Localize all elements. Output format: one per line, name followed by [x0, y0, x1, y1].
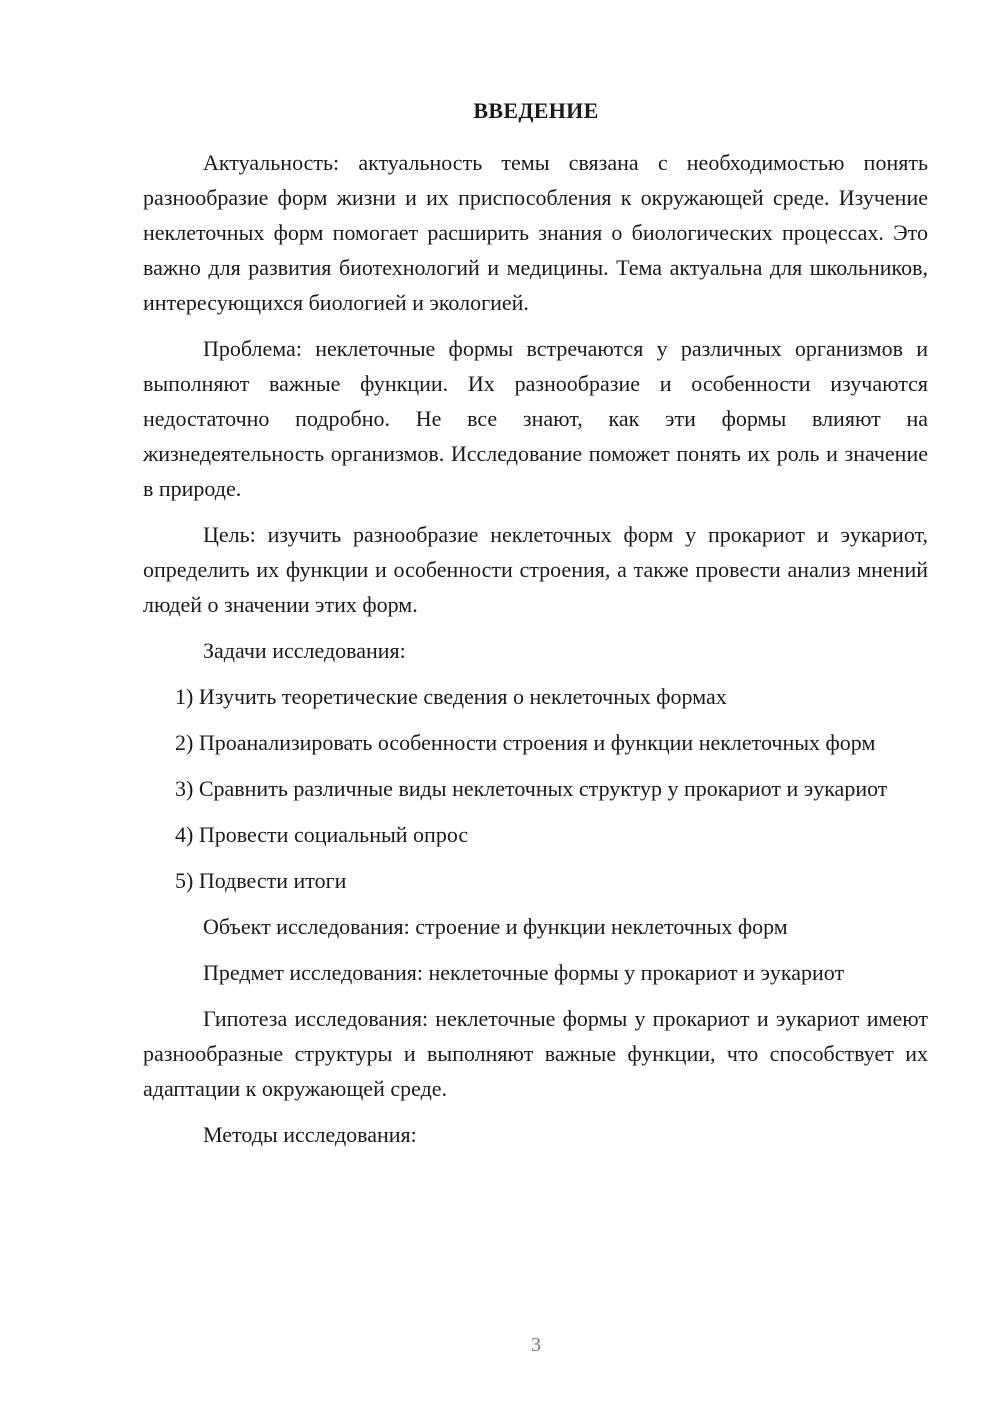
- paragraph-goal: Цель: изучить разнообразие неклеточных форм у прокариот и эукариот, определить их функции и особенности строения, а также провести анализ мнений людей о значении этих форм.: [143, 522, 928, 617]
- page-number: 3: [531, 1334, 541, 1356]
- task-item-1: 1) Изучить теоретические сведения о неклеточных формах: [175, 684, 727, 709]
- task-item-5: 5) Подвести итоги: [175, 868, 347, 893]
- paragraph-hypothesis: Гипотеза исследования: неклеточные формы у прокариот и эукариот имеют разнообразные структуры и выполняют важные функции, что способствует их адаптации к окружающей среде.: [143, 1006, 928, 1101]
- paragraph-problem: Проблема: неклеточные формы встречаются у различных организмов и выполняют важные функции. Их разнообразие и особенности изучаются недостаточно подробно. Не все знают, как эти формы влияют на жизнедеятельность организмов. Исследование поможет понять их роль и значение в природе.: [143, 336, 928, 501]
- paragraph-subject: Предмет исследования: неклеточные формы у прокариот и эукариот: [203, 960, 845, 985]
- paragraph-relevance: Актуальность: актуальность темы связана с необходимостью понять разнообразие форм жизни и их приспособления к окружающей среде. Изучение неклеточных форм помогает расширить знания о биологических процессах. Это важно для развития биотехнологий и медицины. Тема актуальна для школьников, интересующихся биологией и экологией.: [143, 150, 928, 315]
- page-body: [143, 145, 928, 1163]
- task-item-3: 3) Сравнить различные виды неклеточных структур у прокариот и эукариот: [175, 776, 888, 801]
- page-title: ВВЕДЕНИЕ: [473, 98, 599, 123]
- paragraph-object: Объект исследования: строение и функции неклеточных форм: [203, 914, 788, 939]
- task-item-4: 4) Провести социальный опрос: [175, 822, 469, 847]
- task-item-2: 2) Проанализировать особенности строения и функции неклеточных форм: [175, 730, 876, 755]
- tasks-heading: Задачи исследования:: [203, 638, 406, 663]
- paragraph-methods: Методы исследования:: [203, 1122, 417, 1147]
